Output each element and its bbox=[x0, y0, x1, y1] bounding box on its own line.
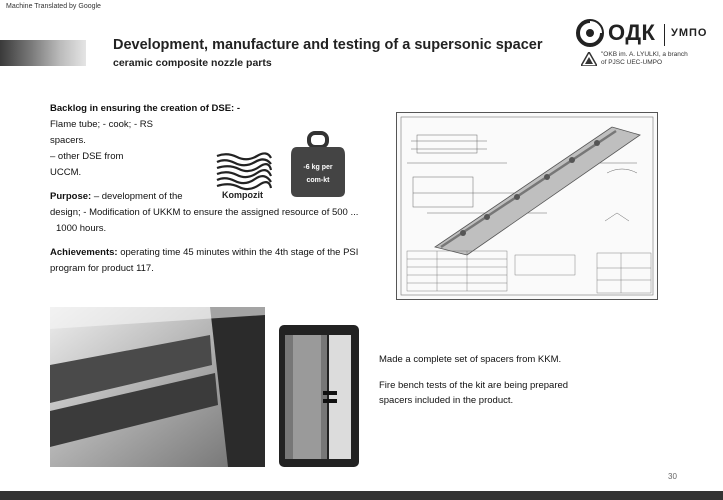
backlog-heading: Backlog in ensuring the creation of DSE: - bbox=[50, 103, 241, 114]
header-photo-strip bbox=[0, 40, 86, 66]
odk-logo-icon bbox=[575, 18, 605, 48]
purpose-line-2: design; - Modification of UKKM to ensure the assigned resource of 500 ... bbox=[50, 207, 359, 218]
caption-line-3: spacers included in the product. bbox=[379, 395, 514, 406]
odk-logo bbox=[575, 18, 715, 68]
page-subtitle: ceramic composite nozzle parts bbox=[113, 57, 272, 69]
logo-separator bbox=[664, 24, 665, 46]
achievements-label: Achievements: bbox=[50, 247, 118, 258]
spacer-photo bbox=[50, 307, 265, 467]
photo-caption bbox=[379, 352, 679, 408]
weight-line-2: com-kt bbox=[306, 177, 330, 184]
triangle-logo-icon bbox=[581, 52, 597, 66]
machine-translated-label: Machine Translated by Google bbox=[6, 3, 101, 10]
backlog-line-4: UCCM. bbox=[50, 167, 82, 178]
logo-brand: ОДК bbox=[608, 20, 656, 45]
backlog-line-3: – other DSE from bbox=[50, 151, 124, 162]
kompozit-logo-text: Kompozit bbox=[222, 190, 263, 200]
footer-bar bbox=[0, 491, 723, 500]
achievements-line-2: program for product 117. bbox=[50, 263, 154, 274]
spacer-detail-photo bbox=[279, 325, 359, 467]
purpose-line-3: 1000 hours. bbox=[56, 223, 107, 234]
caption-line-1: Made a complete set of spacers from KKM. bbox=[379, 354, 562, 365]
purpose-label: Purpose: bbox=[50, 191, 92, 202]
caption-line-2: Fire bench tests of the kit are being prepared bbox=[379, 380, 569, 391]
weight-line-1: -6 kg per bbox=[303, 164, 333, 171]
logo-caption: "OKB im. A. LYULKI, a branch of PJSC UEC-UMPO bbox=[601, 51, 688, 66]
logo-division: УМПО bbox=[671, 27, 708, 39]
page-number: 30 bbox=[668, 472, 677, 481]
purpose-line-1: – development of the bbox=[91, 191, 183, 202]
technical-drawing bbox=[396, 112, 658, 300]
backlog-line-2: spacers. bbox=[50, 135, 86, 146]
backlog-line-1: Flame tube; - cook; - RS bbox=[50, 119, 153, 130]
page-title: Development, manufacture and testing of a supersonic spacer bbox=[113, 37, 543, 53]
achievements-line-1: operating time 45 minutes within the 4th stage of the PSI bbox=[117, 247, 359, 258]
